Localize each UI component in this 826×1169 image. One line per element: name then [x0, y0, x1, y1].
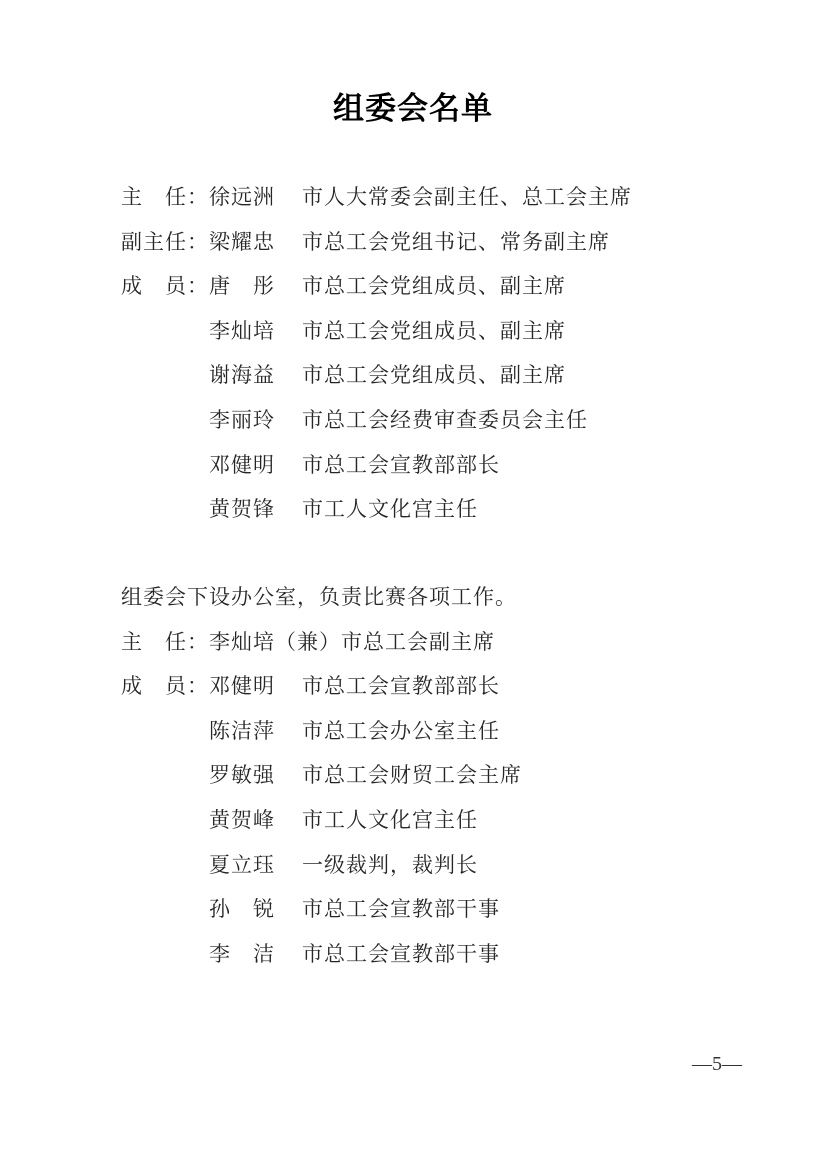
- member-row: [121, 943, 766, 965]
- role-label: 成 员：: [121, 274, 209, 299]
- role-label: 主 任：: [121, 629, 209, 654]
- member-row: [121, 275, 766, 297]
- member-title: 市总工会党组成员、副主席: [302, 274, 566, 299]
- member-row: [121, 854, 766, 876]
- member-row: [121, 364, 766, 386]
- member-title: 市总工会宣教部干事: [302, 941, 500, 966]
- member-name: 唐 彤: [209, 274, 275, 299]
- member-title: 市总工会党组成员、副主席: [302, 363, 566, 388]
- member-row: [121, 898, 766, 920]
- member-name: 陈洁萍: [209, 718, 275, 743]
- member-name: 李 洁: [209, 941, 275, 966]
- member-title: 市总工会宣教部部长: [302, 674, 500, 699]
- member-title: 一级裁判，裁判长: [302, 852, 478, 877]
- member-row: [121, 320, 766, 342]
- member-row: [121, 231, 766, 253]
- member-title: 市工人文化宫主任: [302, 807, 478, 832]
- member-name: 李丽玲: [209, 407, 275, 432]
- member-name: 徐远洲: [209, 185, 275, 209]
- office-intro: 组委会下设办公室，负责比赛各项工作。: [121, 585, 517, 609]
- member-row: [121, 720, 766, 742]
- member-title: 市总工会党组书记、常务副主席: [302, 229, 610, 254]
- member-row: [121, 498, 766, 520]
- member-title: 市工人文化宫主任: [302, 497, 478, 522]
- member-name: 黄贺峰: [209, 807, 275, 832]
- member-title: 市总工会财贸工会主席: [302, 763, 522, 788]
- member-name: 邓健明: [209, 452, 275, 477]
- role-label: 成 员：: [121, 674, 209, 699]
- member-name: 罗敏强: [209, 763, 275, 788]
- member-name: 梁耀忠: [209, 229, 275, 254]
- member-row: [121, 675, 766, 697]
- office-list: [121, 586, 766, 987]
- role-label: 主 任：: [121, 185, 209, 209]
- organizing-committee-list: [121, 186, 766, 543]
- member-row: [121, 409, 766, 431]
- member-row: [121, 809, 766, 831]
- member-name: 李灿培: [209, 318, 275, 343]
- member-row: [121, 454, 766, 476]
- member-title: 市总工会宣教部干事: [302, 897, 500, 922]
- member-row: [121, 631, 766, 653]
- member-name: 谢海益: [209, 363, 275, 388]
- member-name: 夏立珏: [209, 852, 275, 877]
- member-title: 市总工会经费审查委员会主任: [302, 407, 588, 432]
- member-row: [121, 186, 766, 208]
- member-title: 市总工会宣教部部长: [302, 452, 500, 477]
- member-name: 邓健明: [209, 674, 275, 699]
- member-name: 孙 锐: [209, 897, 275, 922]
- member-name: 黄贺锋: [209, 497, 275, 522]
- page-number: —5—: [692, 1053, 742, 1075]
- document-title: 组委会名单: [333, 91, 493, 126]
- member-row: [121, 764, 766, 786]
- member-title: 市总工会办公室主任: [302, 718, 500, 743]
- member-name: 李灿培（兼）市总工会副主席: [209, 629, 495, 654]
- member-title: 市人大常委会副主任、总工会主席: [302, 185, 632, 209]
- member-title: 市总工会党组成员、副主席: [302, 318, 566, 343]
- role-label: 副主任：: [121, 229, 209, 254]
